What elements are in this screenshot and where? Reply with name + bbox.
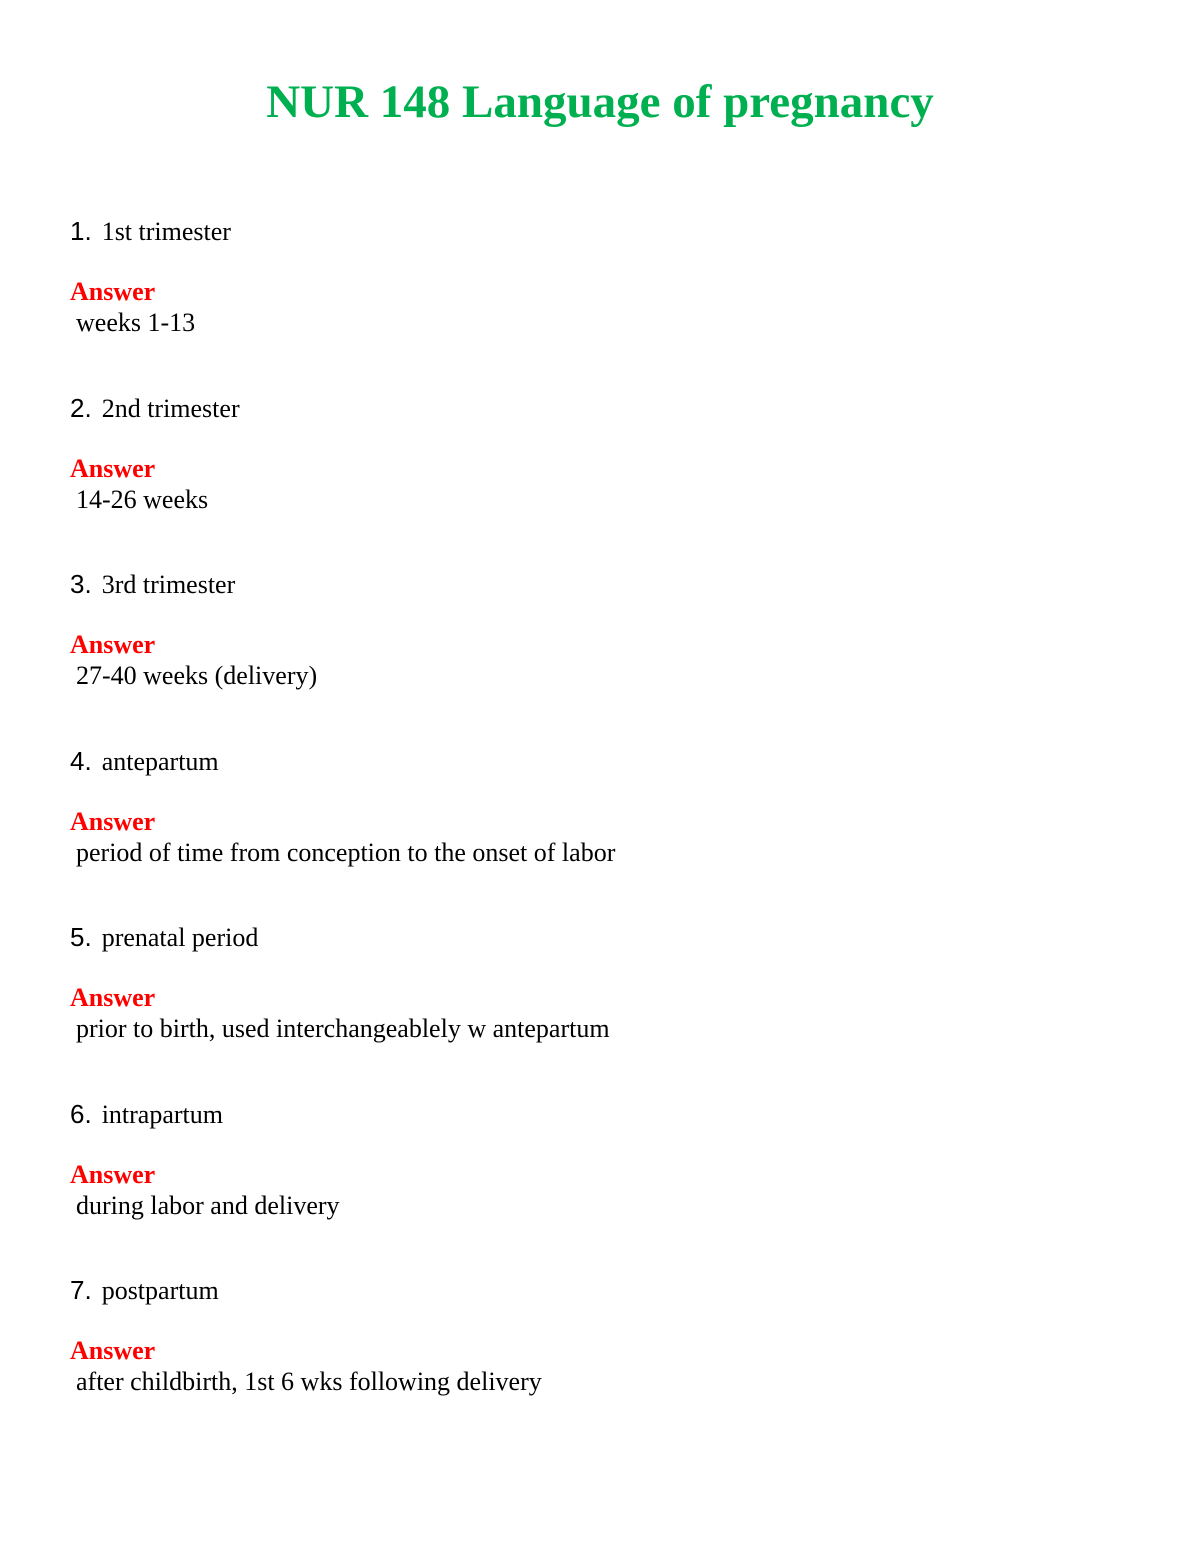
question-term: 2nd trimester <box>101 394 240 423</box>
question-number: 3. <box>70 569 92 599</box>
question-term: postpartum <box>101 1276 219 1305</box>
answer-text: period of time from conception to the onset of labor <box>76 838 616 867</box>
question-line <box>70 1274 1130 1306</box>
question-term: antepartum <box>101 747 219 776</box>
question-item <box>70 215 1130 339</box>
answer-label: Answer <box>70 630 156 659</box>
question-term: intrapartum <box>101 1100 223 1129</box>
page-title: NUR 148 Language of pregnancy <box>266 76 934 128</box>
answer-label: Answer <box>70 277 156 306</box>
answer-text: during labor and delivery <box>76 1191 340 1220</box>
answer-label: Answer <box>70 807 156 836</box>
question-number: 6. <box>70 1099 92 1129</box>
question-term: prenatal period <box>101 923 259 952</box>
question-term: 1st trimester <box>101 217 231 246</box>
answer-label: Answer <box>70 454 156 483</box>
question-line <box>70 215 1130 247</box>
question-item <box>70 392 1130 516</box>
question-item <box>70 1098 1130 1222</box>
question-line <box>70 392 1130 424</box>
question-line <box>70 745 1130 777</box>
question-number: 7. <box>70 1275 92 1305</box>
question-item <box>70 921 1130 1045</box>
answer-label: Answer <box>70 983 156 1012</box>
question-line <box>70 568 1130 600</box>
question-line <box>70 1098 1130 1130</box>
answer-text: after childbirth, 1st 6 wks following delivery <box>76 1367 542 1396</box>
question-number: 5. <box>70 922 92 952</box>
question-line <box>70 921 1130 953</box>
answer-text: prior to birth, used interchangeablely w antepartum <box>76 1014 610 1043</box>
question-number: 2. <box>70 393 92 423</box>
answer-label: Answer <box>70 1160 156 1189</box>
question-term: 3rd trimester <box>101 570 236 599</box>
question-number: 1. <box>70 216 92 246</box>
question-item <box>70 1274 1130 1398</box>
question-number: 4. <box>70 746 92 776</box>
answer-text: weeks 1-13 <box>76 308 196 337</box>
answer-text: 14-26 weeks <box>76 485 209 514</box>
answer-text: 27-40 weeks (delivery) <box>76 661 318 690</box>
question-item <box>70 745 1130 869</box>
question-item <box>70 568 1130 692</box>
answer-label: Answer <box>70 1336 156 1365</box>
